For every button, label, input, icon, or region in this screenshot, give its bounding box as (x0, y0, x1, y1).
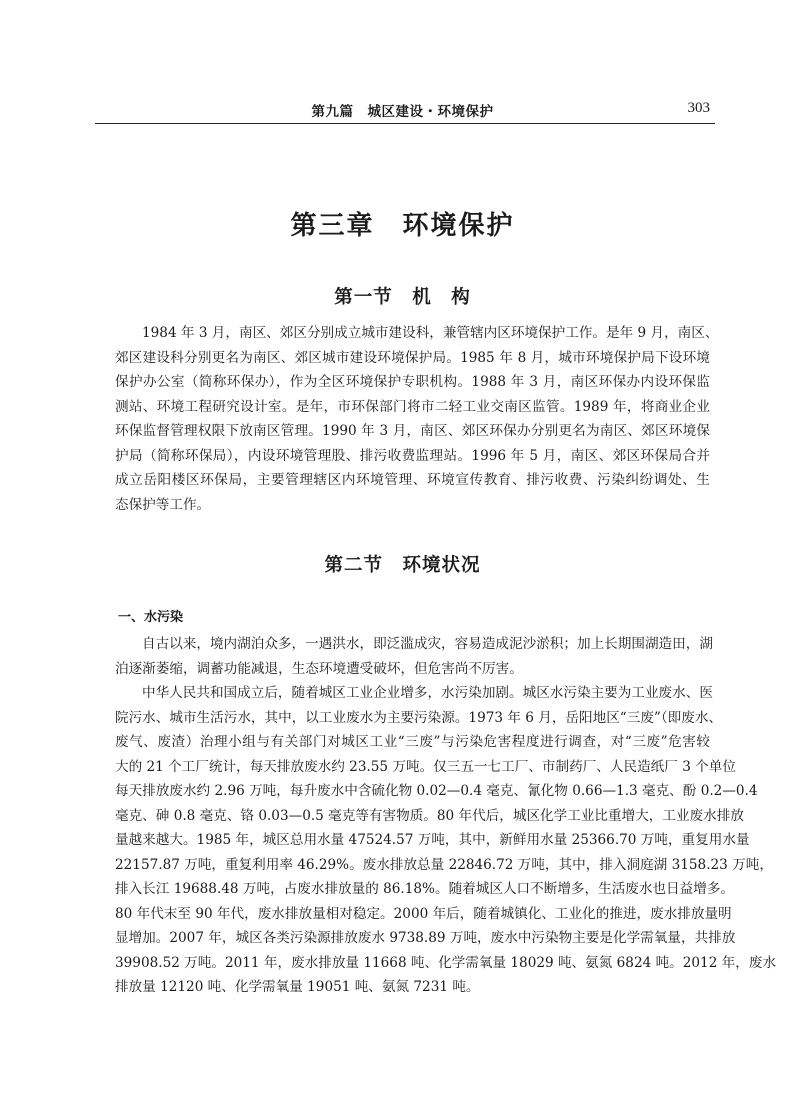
section-title-organization: 第一节 机 构 (334, 287, 471, 308)
paragraph-organization (115, 321, 719, 517)
text-line: 39908.52 万吨。2011 年，废水排放量 11668 吨、化学需氧量 18029 吨、氨氮 6824 吨。2012 年，废水 (115, 954, 777, 971)
text-line: 排放量 12120 吨、化学需氧量 19051 吨、氨氮 7231 吨。 (115, 979, 480, 995)
text-line: 80 年代末至 90 年代，废水排放量相对稳定。2000 年后，随着城镇化、工业化的推进，废水排放量明 (115, 905, 732, 922)
text-line: 中华人民共和国成立后，随着城区工业企业增多，水污染加剧。城区水污染主要为工业废水、医 (142, 685, 713, 701)
text-line: 测站、环境工程研究设计室。是年，市环保部门将市二轻工业交南区监管。1989 年，将商业企业 (115, 398, 710, 415)
paragraph-water-pollution-details (115, 681, 777, 1000)
text-line: 22157.87 万吨，重复利用率 46.29%。废水排放总量 22846.72 万吨，其中，排入洞庭湖 3158.23 万吨， (115, 856, 773, 873)
subsection-heading-water-pollution: 一、水污染 (118, 610, 184, 625)
text-line: 1984 年 3 月，南区、郊区分别成立城市建设科，兼管辖内区环境保护工作。是年 9 月，南区、 (142, 325, 719, 341)
text-line: 环保监督管理权限下放南区管理。1990 年 3 月，南区、郊区环保办分别更名为南区、郊区环境保 (115, 423, 710, 439)
chapter-title: 第三章 环境保护 (290, 211, 515, 241)
text-line: 院污水、城市生活污水，其中，以工业废水为主要污染源。1973 年 6 月，岳阳地区“三废”（即废水、 (115, 709, 723, 726)
text-line: 每天排放废水约 2.96 万吨，每升废水中含硫化物 0.02—0.4 毫克、氰化物 0.66—1.3 毫克、酚 0.2—0.4 (115, 783, 758, 799)
text-line: 泊逐渐萎缩，调蓄功能减退，生态环境遭受破坏，但危害尚不厉害。 (115, 660, 523, 677)
text-line: 态保护等工作。 (115, 496, 211, 513)
header-rule (95, 123, 715, 124)
text-line: 大的 21 个工厂统计，每天排放废水约 23.55 万吨。仅三五一七工厂、市制药厂、人民造纸厂 3 个单位 (115, 758, 736, 775)
section-title-environment-status: 第二节 环境状况 (324, 555, 481, 576)
running-header (95, 100, 710, 122)
paragraph-history (115, 632, 713, 681)
text-line: 护局（简称环保局），内设环境管理股、排污收费监理站。1996 年 5 月，南区、郊区环保局合并 (115, 447, 710, 464)
text-line: 自古以来，境内湖泊众多，一遇洪水，即泛滥成灾，容易造成泥沙淤积；加上长期围湖造田，湖 (142, 636, 713, 652)
running-header-title: 第九篇 城区建设・环境保护 (311, 104, 494, 120)
text-line: 郊区建设科分别更名为南区、郊区城市建设环境保护局。1985 年 8 月，城市环境保护局下设环境 (115, 349, 710, 366)
text-line: 排入长江 19688.48 万吨，占废水排放量的 86.18%。随着城区人口不断增多，生活废水也日益增多。 (115, 881, 735, 897)
text-line: 保护办公室（简称环保办），作为全区环境保护专职机构。1988 年 3 月，南区环保办内设环保监 (115, 374, 710, 390)
text-line: 量越来越大。1985 年，城区总用水量 47524.57 万吨，其中，新鲜用水量 25366.70 万吨，重复用水量 (115, 832, 750, 848)
text-line: 废气、废渣）治理小组与有关部门对城区工业“三废”与污染危害程度进行调查，对“三废”危害较 (115, 734, 710, 750)
page-number: 303 (687, 100, 710, 116)
text-line: 成立岳阳楼区环保局，主要管理辖区内环境管理、环境宣传教育、排污收费、污染纠纷调处、生 (115, 472, 710, 488)
text-line: 显增加。2007 年，城区各类污染源排放废水 9738.89 万吨，废水中污染物主要是化学需氧量，共排放 (115, 930, 736, 946)
text-line: 毫克、砷 0.8 毫克、铬 0.03—0.5 毫克等有害物质。80 年代后，城区化学工业比重增大，工业废水排放 (115, 807, 744, 824)
